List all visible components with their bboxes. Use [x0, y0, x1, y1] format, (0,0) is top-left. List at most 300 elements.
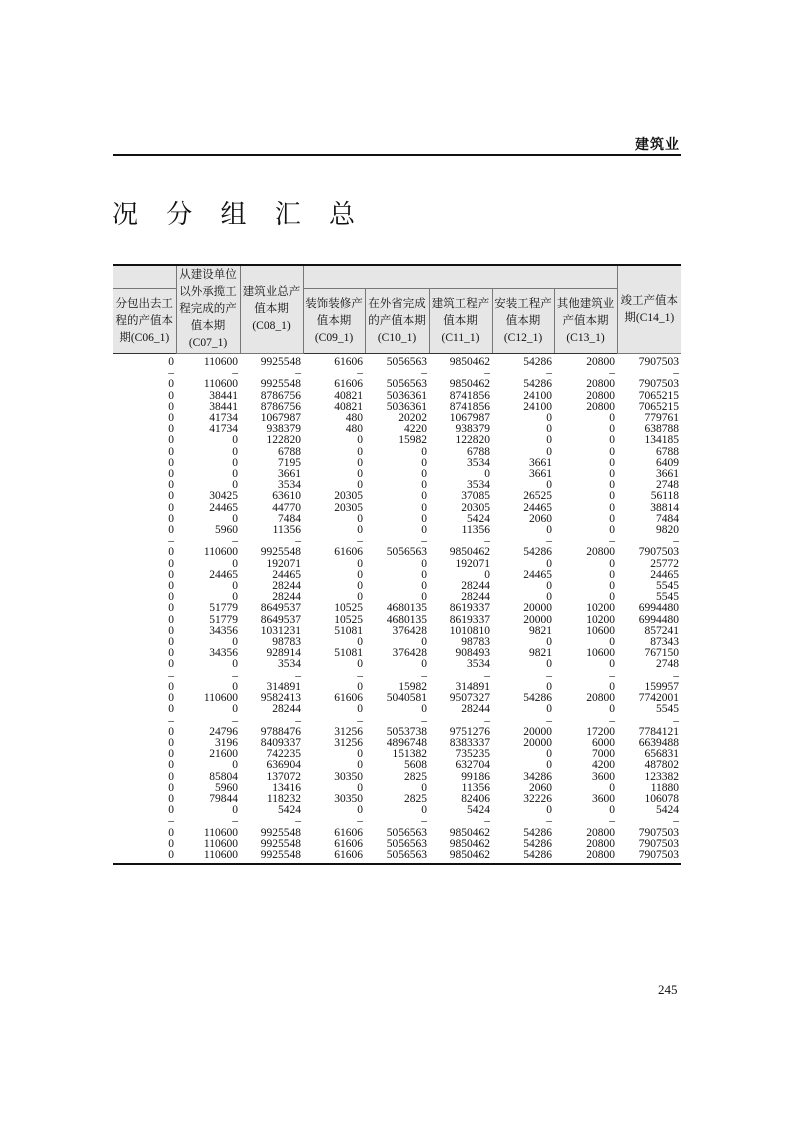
- table-cell: 61606: [334, 837, 363, 850]
- table-cell: 28244: [461, 580, 490, 593]
- summary-table: [113, 264, 681, 865]
- table-row: [113, 379, 681, 390]
- table-cell: 41734: [209, 423, 238, 436]
- table-cell: 9850462: [449, 378, 490, 391]
- table-cell: 8409337: [260, 736, 301, 749]
- table-cell: 3534: [467, 456, 490, 469]
- table-cell: 9925548: [260, 356, 301, 368]
- table-cell: 0: [168, 792, 174, 805]
- table-cell: –: [421, 714, 427, 727]
- table-cell: –: [609, 535, 616, 548]
- table-cell: 5424: [467, 512, 490, 525]
- table-cell: 54286: [523, 356, 552, 368]
- table-cell: 24100: [523, 400, 552, 413]
- table-cell: 0: [168, 658, 174, 671]
- table-cell: –: [484, 535, 490, 548]
- table-cell: 10600: [586, 647, 616, 660]
- table-cell: 480: [345, 423, 363, 436]
- table-cell: 0: [609, 445, 616, 458]
- table-cell: 0: [168, 725, 174, 738]
- table-cell: –: [609, 714, 616, 727]
- table-cell: 632704: [455, 759, 490, 772]
- table-cell: 31256: [334, 736, 363, 749]
- table-cell: 8619337: [449, 613, 490, 626]
- table-cell: 7907503: [638, 837, 680, 850]
- table-cell: 63610: [272, 490, 301, 503]
- table-cell: 10525: [334, 613, 363, 626]
- table-cell: 20800: [586, 692, 616, 705]
- col-header-c11: 建筑工程产值本期(C11_1): [429, 289, 492, 354]
- table-cell: 11356: [272, 524, 301, 537]
- table-cell: 0: [168, 378, 174, 391]
- table-cell: 8741856: [449, 400, 490, 413]
- table-cell: 5545: [656, 703, 680, 716]
- table-cell: 98783: [461, 636, 490, 649]
- table-cell: 0: [609, 434, 616, 447]
- table-cell: 24465: [523, 568, 552, 581]
- table-cell: 5424: [467, 804, 490, 817]
- table-cell: 5424: [278, 804, 301, 817]
- table-cell: 0: [168, 479, 174, 492]
- table-cell: 1031231: [260, 624, 301, 637]
- table-cell: 0: [168, 434, 174, 447]
- table-cell: 0: [168, 468, 174, 481]
- table-cell: 0: [546, 804, 552, 817]
- table-row: [113, 805, 681, 816]
- table-cell: 54286: [523, 546, 552, 559]
- table-cell: 7195: [278, 456, 301, 469]
- table-cell: 5545: [656, 580, 680, 593]
- table-cell: 4220: [404, 423, 427, 436]
- table-cell: 9507327: [449, 692, 490, 705]
- table-cell: 5056563: [386, 378, 427, 391]
- table-cell: 7742001: [638, 692, 680, 705]
- table-cell: 0: [357, 557, 363, 570]
- page-number: 245: [658, 982, 678, 997]
- table-cell: 20000: [523, 613, 552, 626]
- table-cell: –: [421, 815, 427, 828]
- table-cell: 5056563: [386, 356, 427, 368]
- table-cell: 11880: [650, 781, 680, 794]
- table-cell: 742235: [266, 748, 301, 761]
- table-cell: 51779: [209, 613, 238, 626]
- table-cell: 0: [357, 524, 363, 537]
- table-cell: 908493: [455, 647, 490, 660]
- table-cell: 0: [546, 703, 552, 716]
- table-cell: 9925548: [260, 378, 301, 391]
- table-cell: 61606: [334, 826, 363, 839]
- table-cell: 0: [546, 557, 552, 570]
- table-cell: 41734: [209, 412, 238, 425]
- table-cell: –: [484, 815, 490, 828]
- table-cell: 0: [232, 658, 238, 671]
- table-cell: 44770: [272, 501, 301, 514]
- table-cell: 0: [609, 479, 616, 492]
- table-cell: 0: [168, 826, 174, 839]
- table-cell: 5545: [656, 591, 680, 604]
- table-cell: 4680135: [386, 602, 427, 615]
- table-cell: 0: [546, 423, 552, 436]
- table-cell: 24796: [209, 725, 238, 738]
- table-cell: 0: [609, 781, 616, 794]
- table-cell: –: [357, 714, 363, 727]
- table-cell: 0: [232, 557, 238, 570]
- table-cell: 0: [421, 524, 427, 537]
- table-cell: 20800: [586, 848, 616, 861]
- table-cell: 54286: [523, 692, 552, 705]
- table-cell: –: [295, 367, 301, 380]
- table-cell: 0: [168, 636, 174, 649]
- table-cell: 0: [357, 680, 363, 693]
- table-cell: 51779: [209, 602, 238, 615]
- table-row: [113, 525, 681, 536]
- table-cell: 1067987: [449, 412, 490, 425]
- table-cell: 0: [421, 658, 427, 671]
- table-cell: 5056563: [386, 826, 427, 839]
- table-cell: –: [673, 669, 680, 682]
- table-cell: 0: [546, 680, 552, 693]
- table-cell: 9850462: [449, 356, 490, 368]
- table-cell: 9850462: [449, 848, 490, 861]
- table-cell: –: [232, 367, 238, 380]
- table-cell: 0: [609, 468, 616, 481]
- table-row: [113, 648, 681, 659]
- table-cell: 0: [609, 658, 616, 671]
- table-cell: 6000: [592, 736, 616, 749]
- table-cell: 20800: [586, 837, 616, 850]
- table-cell: 110600: [203, 546, 238, 559]
- table-cell: 3196: [215, 736, 238, 749]
- table-cell: 8786756: [260, 389, 301, 402]
- table-cell: 3534: [467, 479, 490, 492]
- table-cell: 11356: [461, 524, 490, 537]
- table-cell: 0: [232, 434, 238, 447]
- table-cell: 376428: [392, 624, 427, 637]
- table-cell: 0: [357, 445, 363, 458]
- col-header-c07: 从建设单位以外承揽工程完成的产值本期(C07_1): [176, 265, 240, 354]
- table-cell: 0: [421, 501, 427, 514]
- table-cell: 61606: [334, 378, 363, 391]
- table-cell: 0: [232, 759, 238, 772]
- table-cell: –: [484, 714, 490, 727]
- table-cell: 34286: [523, 770, 552, 783]
- table-cell: 0: [421, 479, 427, 492]
- table-cell: 7065215: [638, 389, 680, 402]
- table-row: [113, 760, 681, 771]
- table-cell: 6788: [467, 445, 490, 458]
- table-cell: 735235: [455, 748, 490, 761]
- table-cell: 9850462: [449, 546, 490, 559]
- table-cell: 0: [421, 490, 427, 503]
- table-cell: 3534: [278, 479, 301, 492]
- table-cell: 31256: [334, 725, 363, 738]
- table-row: [113, 447, 681, 458]
- table-cell: –: [546, 367, 552, 380]
- table-cell: 3661: [656, 468, 680, 481]
- table-cell: 0: [609, 680, 616, 693]
- table-cell: 54286: [523, 848, 552, 861]
- table-cell: 0: [168, 389, 174, 402]
- table-cell: 7484: [656, 512, 680, 525]
- table-cell: 98783: [272, 636, 301, 649]
- table-cell: 1010810: [449, 624, 490, 637]
- table-cell: 4680135: [386, 613, 427, 626]
- table-cell: 5036361: [386, 400, 427, 413]
- table-cell: 6409: [656, 456, 680, 469]
- table-row: [113, 626, 681, 637]
- table-cell: –: [295, 714, 301, 727]
- table-cell: 0: [546, 412, 552, 425]
- table-cell: 8649537: [260, 613, 301, 626]
- table-cell: 0: [484, 468, 490, 481]
- table-cell: 5040581: [386, 692, 427, 705]
- table-cell: 0: [168, 356, 174, 368]
- table-cell: 0: [168, 748, 174, 761]
- table-cell: 0: [609, 568, 616, 581]
- table-cell: 0: [232, 580, 238, 593]
- table-row: [113, 491, 681, 502]
- table-cell: 0: [357, 468, 363, 481]
- col-header-c08: 建筑业总产值本期(C08_1): [240, 265, 303, 354]
- table-cell: 1067987: [260, 412, 301, 425]
- table-cell: –: [609, 669, 616, 682]
- table-cell: 8383337: [449, 736, 490, 749]
- table-cell: 656831: [644, 748, 680, 761]
- table-row: [113, 458, 681, 469]
- table-cell: –: [232, 669, 238, 682]
- table-cell: 2825: [404, 770, 427, 783]
- table-cell: 54286: [523, 378, 552, 391]
- table-cell: 0: [168, 490, 174, 503]
- table-cell: 20800: [586, 378, 616, 391]
- table-cell: 7484: [278, 512, 301, 525]
- table-cell: 0: [357, 748, 363, 761]
- table-cell: 3661: [529, 468, 552, 481]
- table-cell: 0: [232, 591, 238, 604]
- table-row: [113, 816, 681, 827]
- table-cell: 123382: [644, 770, 680, 783]
- table-cell: –: [421, 535, 427, 548]
- table-cell: 0: [421, 591, 427, 604]
- table-cell: 857241: [644, 624, 680, 637]
- table-cell: 38814: [650, 501, 680, 514]
- table-row: [113, 547, 681, 558]
- table-cell: 0: [232, 804, 238, 817]
- page-title: 况 分 组 汇 总: [112, 200, 366, 230]
- section-label: 建筑业: [635, 137, 680, 153]
- table-cell: 0: [421, 445, 427, 458]
- table-cell: 3534: [467, 658, 490, 671]
- table-cell: 20305: [461, 501, 490, 514]
- table-cell: 8649537: [260, 602, 301, 615]
- table-cell: 51081: [334, 647, 363, 660]
- table-cell: –: [673, 535, 680, 548]
- table-cell: 79844: [209, 792, 238, 805]
- table-cell: 3600: [592, 792, 616, 805]
- table-cell: 20800: [586, 400, 616, 413]
- table-row: [113, 772, 681, 783]
- table-cell: 56118: [650, 490, 680, 503]
- table-cell: 0: [421, 568, 427, 581]
- table-cell: 0: [168, 568, 174, 581]
- table-cell: 0: [168, 546, 174, 559]
- table-cell: 5960: [215, 781, 238, 794]
- table-cell: 8786756: [260, 400, 301, 413]
- table-cell: 938379: [455, 423, 490, 436]
- table-cell: –: [168, 669, 174, 682]
- table-cell: 0: [357, 703, 363, 716]
- table-cell: 15982: [398, 434, 427, 447]
- table-cell: 0: [546, 524, 552, 537]
- table-cell: 61606: [334, 356, 363, 368]
- col-header-c09: 装饰装修产值本期(C09_1): [303, 289, 365, 354]
- table-cell: 20305: [334, 501, 363, 514]
- table-cell: 5056563: [386, 837, 427, 850]
- table-cell: –: [673, 714, 680, 727]
- table-cell: 5036361: [386, 389, 427, 402]
- table-cell: 376428: [392, 647, 427, 660]
- table-cell: 87343: [650, 636, 680, 649]
- table-cell: –: [232, 535, 238, 548]
- table-cell: 2825: [404, 792, 427, 805]
- table-cell: 110600: [203, 848, 238, 861]
- table-cell: 6994480: [638, 613, 680, 626]
- table-cell: 7000: [592, 748, 616, 761]
- table-cell: 0: [232, 703, 238, 716]
- table-cell: 480: [345, 412, 363, 425]
- table-cell: 122820: [266, 434, 301, 447]
- header-spacer-middle: [303, 265, 617, 289]
- table-row: [113, 671, 681, 682]
- table-cell: 110600: [203, 826, 238, 839]
- table-cell: 134185: [644, 434, 680, 447]
- table-cell: 38441: [209, 400, 238, 413]
- table-cell: 0: [421, 781, 427, 794]
- table-cell: 0: [168, 423, 174, 436]
- table-cell: –: [357, 367, 363, 380]
- table-cell: 636904: [266, 759, 301, 772]
- table-cell: 192071: [266, 557, 301, 570]
- table-cell: 151382: [392, 748, 427, 761]
- table-cell: 20800: [586, 826, 616, 839]
- table-cell: –: [421, 669, 427, 682]
- table-cell: 8619337: [449, 602, 490, 615]
- table-cell: –: [357, 535, 363, 548]
- table-cell: 0: [232, 445, 238, 458]
- table-cell: 20000: [523, 602, 552, 615]
- table-cell: –: [232, 815, 238, 828]
- table-cell: 7907503: [638, 826, 680, 839]
- table-row: [113, 704, 681, 715]
- table-cell: 0: [357, 636, 363, 649]
- table-cell: 30350: [334, 770, 363, 783]
- table-row: [113, 413, 681, 424]
- table-cell: 9821: [529, 647, 552, 660]
- table-cell: 9850462: [449, 837, 490, 850]
- table-cell: 0: [168, 759, 174, 772]
- table-cell: –: [609, 815, 616, 828]
- table-cell: 0: [421, 557, 427, 570]
- table-cell: 82406: [461, 792, 490, 805]
- table-cell: 0: [168, 804, 174, 817]
- table-cell: 0: [168, 624, 174, 637]
- table-cell: 0: [421, 456, 427, 469]
- table-row: [113, 354, 681, 369]
- table-row: [113, 559, 681, 570]
- table-cell: 34356: [209, 624, 238, 637]
- table-cell: 4200: [592, 759, 616, 772]
- table-cell: 34356: [209, 647, 238, 660]
- table-cell: –: [546, 669, 552, 682]
- table-cell: 0: [357, 512, 363, 525]
- table-cell: 30350: [334, 792, 363, 805]
- table-cell: 28244: [461, 703, 490, 716]
- table-cell: 0: [546, 580, 552, 593]
- table-cell: 0: [232, 680, 238, 693]
- table-cell: 928914: [266, 647, 301, 660]
- table-cell: 0: [421, 580, 427, 593]
- table-cell: 15982: [398, 680, 427, 693]
- table-cell: 61606: [334, 546, 363, 559]
- table-cell: 0: [546, 748, 552, 761]
- table-cell: 4896748: [386, 736, 427, 749]
- table-cell: 0: [168, 680, 174, 693]
- table-cell: 0: [357, 479, 363, 492]
- table-cell: 28244: [461, 591, 490, 604]
- table-cell: –: [295, 815, 301, 828]
- table-cell: 0: [421, 703, 427, 716]
- table-cell: –: [295, 669, 301, 682]
- table-cell: 54286: [523, 826, 552, 839]
- table-cell: 54286: [523, 837, 552, 850]
- table-cell: 767150: [644, 647, 680, 660]
- table-cell: 0: [421, 636, 427, 649]
- table-cell: 487802: [644, 759, 680, 772]
- table-cell: 314891: [455, 680, 490, 693]
- table-row: [113, 693, 681, 704]
- table-cell: 6788: [278, 445, 301, 458]
- table-cell: 20000: [523, 736, 552, 749]
- table-cell: 28244: [272, 591, 301, 604]
- table-cell: 26525: [523, 490, 552, 503]
- table-row: [113, 435, 681, 446]
- table-cell: 0: [168, 400, 174, 413]
- table-row: [113, 659, 681, 670]
- table-cell: 106078: [644, 792, 680, 805]
- table-cell: 24100: [523, 389, 552, 402]
- table-cell: 110600: [203, 378, 238, 391]
- table-cell: 51081: [334, 624, 363, 637]
- table-cell: 0: [609, 636, 616, 649]
- table-cell: 3600: [592, 770, 616, 783]
- table-cell: 3661: [529, 456, 552, 469]
- table-cell: 0: [357, 568, 363, 581]
- table-cell: 110600: [203, 356, 238, 368]
- table-cell: –: [357, 815, 363, 828]
- table-cell: 3661: [278, 468, 301, 481]
- table-cell: 0: [168, 770, 174, 783]
- table-row: [113, 850, 681, 864]
- table-cell: 0: [546, 479, 552, 492]
- table-cell: 10200: [586, 613, 616, 626]
- table-cell: 24465: [523, 501, 552, 514]
- table-cell: 0: [609, 591, 616, 604]
- table-cell: 7907503: [638, 378, 680, 391]
- table-cell: 0: [421, 804, 427, 817]
- table-cell: 6788: [656, 445, 680, 458]
- table-cell: 10600: [586, 624, 616, 637]
- table-cell: 159957: [644, 680, 680, 693]
